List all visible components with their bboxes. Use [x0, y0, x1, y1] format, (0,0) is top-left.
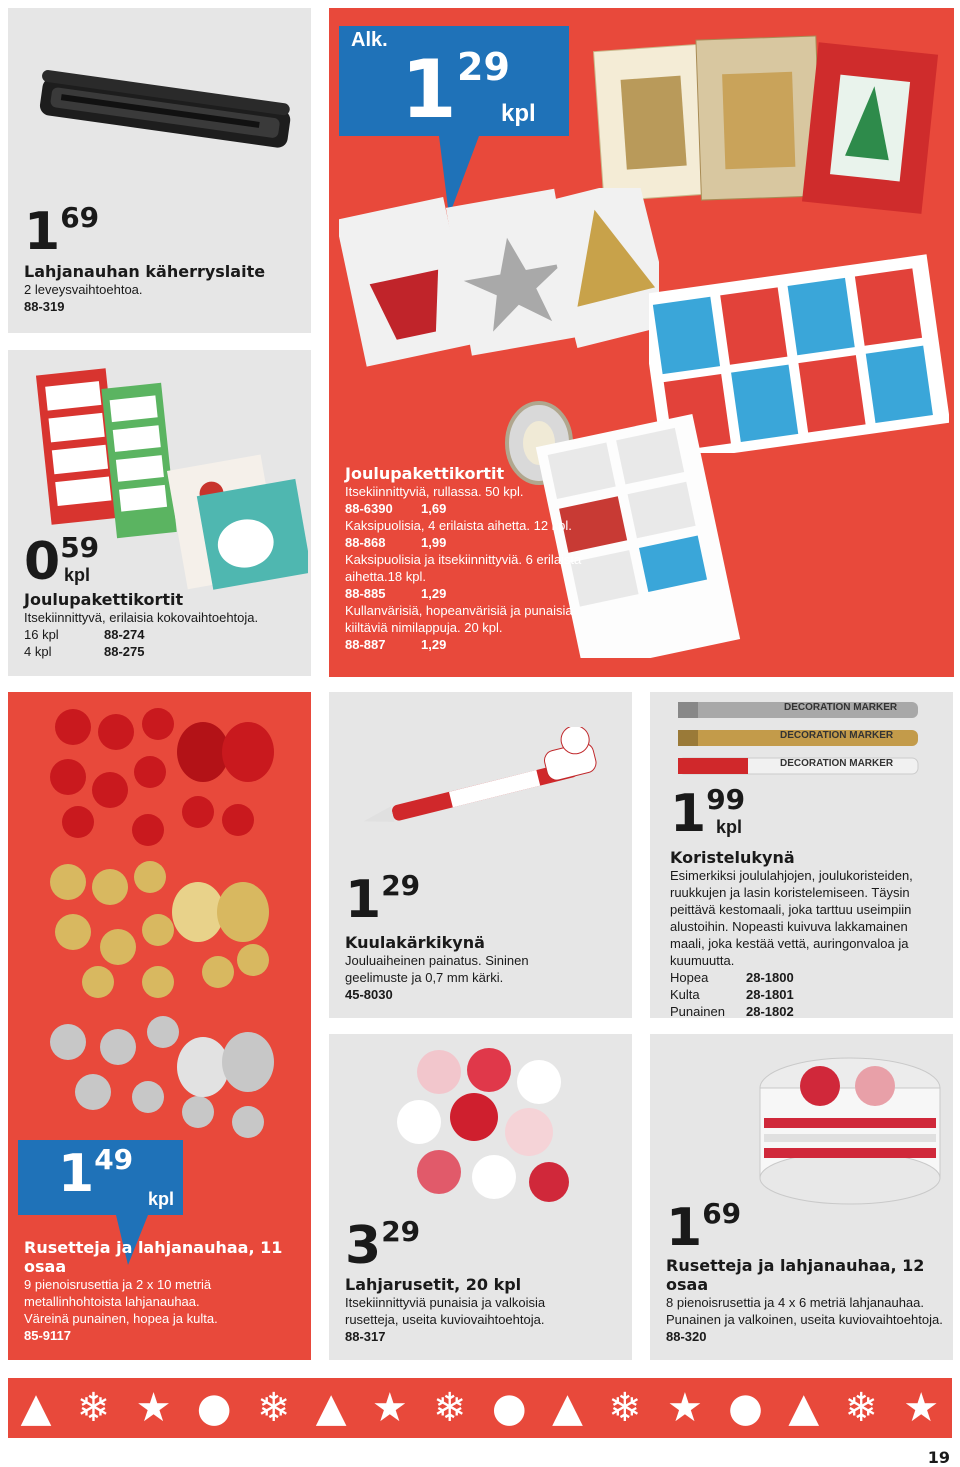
tree-icon: ▲: [315, 1385, 347, 1431]
size-row: [24, 626, 308, 643]
price-main: 1: [24, 202, 59, 262]
size-code: 88-275: [104, 644, 145, 659]
price-unit: kpl: [716, 817, 743, 837]
variant-price: 1,29: [421, 637, 447, 652]
product-desc: 8 pienoisrusettia ja 4 x 6 metriä lahjanauhaa. Punainen ja valkoinen, useita kuviovaihtoehtoja.: [666, 1295, 943, 1327]
product-desc: Itsekiinnittyvä, erilaisia kokovaihtoehtoja.: [24, 610, 259, 625]
tag-labels-text: [24, 590, 308, 660]
product-desc-colors: Väreinä punainen, hopea ja kulta.: [24, 1311, 218, 1326]
star-icon: ★: [903, 1385, 940, 1431]
price-cents: 69: [702, 1197, 742, 1230]
gift-bows-image: [379, 1042, 599, 1212]
product-title: Kuulakärkikynä: [345, 933, 485, 952]
price-main: 1: [401, 43, 455, 136]
star-icon: ★: [371, 1385, 408, 1431]
price-prefix: Alk.: [351, 29, 388, 51]
star-icon: ★: [666, 1385, 703, 1431]
color-name: Punainen: [670, 1004, 725, 1019]
markers-text: [670, 848, 935, 1020]
product-panel-ballpoint: [329, 692, 632, 1018]
price-unit: kpl: [64, 565, 91, 585]
bauble-icon: ●: [196, 1385, 232, 1431]
variant-desc: Kullanvärisiä, hopeanvärisiä ja punaisia kiiltäviä nimilappuja. 20 kpl.: [345, 603, 573, 635]
product-desc: 2 leveysvaihtoehtoa.: [24, 282, 143, 297]
ballpoint-pen-image: [349, 727, 619, 837]
price-curler: [24, 201, 100, 262]
product-desc: Esimerkiksi joululahjojen, joulukoristeiden, ruukkujen ja lasin koristelemiseen. Täysin peittävä kestomaali, joka tarttuu useimpiin alustoihin. Nopeasti kuivuva lakkamainen maali, joka kestää vettä, auringonvaloa ja kuumuutta.: [670, 868, 913, 968]
snowflake-icon: ❄: [844, 1385, 878, 1431]
size-code: 88-274: [104, 627, 145, 642]
color-code: 28-1802: [746, 1004, 794, 1019]
bauble-icon: ●: [728, 1385, 764, 1431]
color-row: [670, 986, 935, 1003]
product-panel-bows-12: [650, 1034, 953, 1360]
price-cents: 29: [381, 869, 421, 902]
snowflake-icon: ❄: [433, 1385, 467, 1431]
price-main: 1: [666, 1198, 701, 1258]
price-bows-11: [58, 1143, 188, 1228]
price-main: 3: [345, 1216, 380, 1276]
product-title: Joulupakettikortit: [24, 590, 184, 609]
product-desc: Itsekiinnittyviä punaisia ja valkoisia rusetteja, useita kuviovaihtoehtoja.: [345, 1295, 546, 1327]
variant-code: 88-868: [345, 535, 386, 550]
star-icon: ★: [135, 1385, 172, 1431]
gift-tags-text: [345, 464, 615, 653]
variant-desc: Itsekiinnittyviä, rullassa. 50 kpl.: [345, 484, 524, 499]
price-main: 1: [345, 870, 380, 930]
size-qty: 16 kpl: [24, 627, 59, 642]
marker-label: DECORATION MARKER: [780, 758, 894, 769]
bows-and-ribbons-image: [38, 702, 278, 1152]
price-bows-12: [666, 1197, 742, 1258]
product-code: 88-320: [666, 1329, 707, 1344]
snowflake-icon: ❄: [608, 1385, 642, 1431]
product-code: 88-317: [345, 1329, 386, 1344]
decorative-band: [8, 1378, 952, 1438]
variant-price: 1,69: [421, 501, 447, 516]
snowflake-icon: ❄: [256, 1385, 291, 1431]
variant-list: [345, 483, 615, 653]
price-ballpoint: [345, 869, 421, 930]
price-main: 1: [58, 1144, 93, 1204]
color-row: [670, 1003, 935, 1020]
marker-label: DECORATION MARKER: [784, 702, 898, 713]
price-cents: 29: [457, 45, 510, 89]
bows-11-text: [24, 1238, 284, 1344]
bauble-icon: ●: [491, 1385, 527, 1431]
tree-icon: ▲: [20, 1385, 52, 1431]
variant-row: [345, 534, 615, 551]
product-panel-gift-bows: [329, 1034, 632, 1360]
price-cents: 69: [60, 201, 100, 234]
product-title: Rusetteja ja lahjanauhaa, 11 osaa: [24, 1238, 283, 1276]
page-number: 19: [927, 1448, 950, 1467]
variant-row: [345, 636, 615, 653]
ballpoint-text: [345, 933, 565, 1003]
color-row: [670, 969, 935, 986]
product-desc: 9 pienoisrusettia ja 2 x 10 metriä metallinhohtoista lahjanauhaa.: [24, 1277, 212, 1309]
variant-row: [345, 585, 615, 602]
color-code: 28-1800: [746, 970, 794, 985]
product-title: Rusetteja ja lahjanauhaa, 12 osaa: [666, 1256, 925, 1294]
price-main: 1: [670, 784, 705, 844]
color-name: Kulta: [670, 987, 700, 1002]
size-qty: 4 kpl: [24, 644, 52, 659]
product-panel-curler: [8, 8, 311, 333]
price-cents: 29: [381, 1215, 421, 1248]
price-cents: 99: [706, 783, 746, 816]
product-panel-bows-11: [8, 692, 311, 1360]
product-code: 88-319: [24, 299, 65, 314]
ribbon-box-image: [750, 1048, 950, 1208]
price-gift-tags: [351, 30, 561, 140]
product-panel-markers: [650, 692, 953, 1018]
variant-code: 88-885: [345, 586, 386, 601]
tree-icon: ▲: [788, 1385, 820, 1431]
variant-price: 1,29: [421, 586, 447, 601]
variant-row: [345, 500, 615, 517]
tree-icon: ▲: [552, 1385, 583, 1431]
curler-text: [24, 262, 304, 315]
bows-12-text: [666, 1256, 946, 1345]
variant-price: 1,99: [421, 535, 447, 550]
product-code: 85-9117: [24, 1328, 71, 1343]
marker-label: DECORATION MARKER: [780, 730, 894, 741]
gift-bows-text: [345, 1275, 575, 1345]
product-code: 45-8030: [345, 987, 393, 1002]
product-title: Koristelukynä: [670, 848, 795, 867]
snowflake-icon: ❄: [76, 1385, 111, 1431]
product-panel-gift-tags: [329, 8, 954, 677]
price-main: 0: [24, 532, 59, 592]
price-tag-labels: [24, 531, 100, 592]
price-unit: kpl: [148, 1189, 175, 1209]
price-cents: 59: [60, 531, 100, 564]
variant-code: 88-6390: [345, 501, 393, 516]
price-gift-bows: [345, 1215, 421, 1276]
variant-desc: Kaksipuolisia, 4 erilaista aihetta. 12 kpl.: [345, 518, 572, 533]
product-desc: Jouluaiheinen painatus. Sininen geelimuste ja 0,7 mm kärki.: [345, 953, 529, 985]
ribbon-curler-image: [20, 58, 300, 168]
color-name: Hopea: [670, 970, 709, 985]
price-cents: 49: [94, 1143, 134, 1176]
product-title: Lahjarusetit, 20 kpl: [345, 1275, 522, 1294]
product-title: Joulupakettikortit: [345, 464, 505, 483]
product-panel-tag-labels: [8, 350, 311, 676]
gift-tags-image: [339, 188, 659, 378]
color-code: 28-1801: [746, 987, 794, 1002]
product-title: Lahjanauhan käherryslaite: [24, 262, 266, 281]
price-markers: [670, 783, 746, 844]
variant-code: 88-887: [345, 637, 386, 652]
variant-desc: Kaksipuolisia ja itsekiinnittyviä. 6 erilaista aihetta.18 kpl.: [345, 552, 582, 584]
size-row: [24, 643, 308, 660]
price-unit: kpl: [501, 100, 536, 127]
